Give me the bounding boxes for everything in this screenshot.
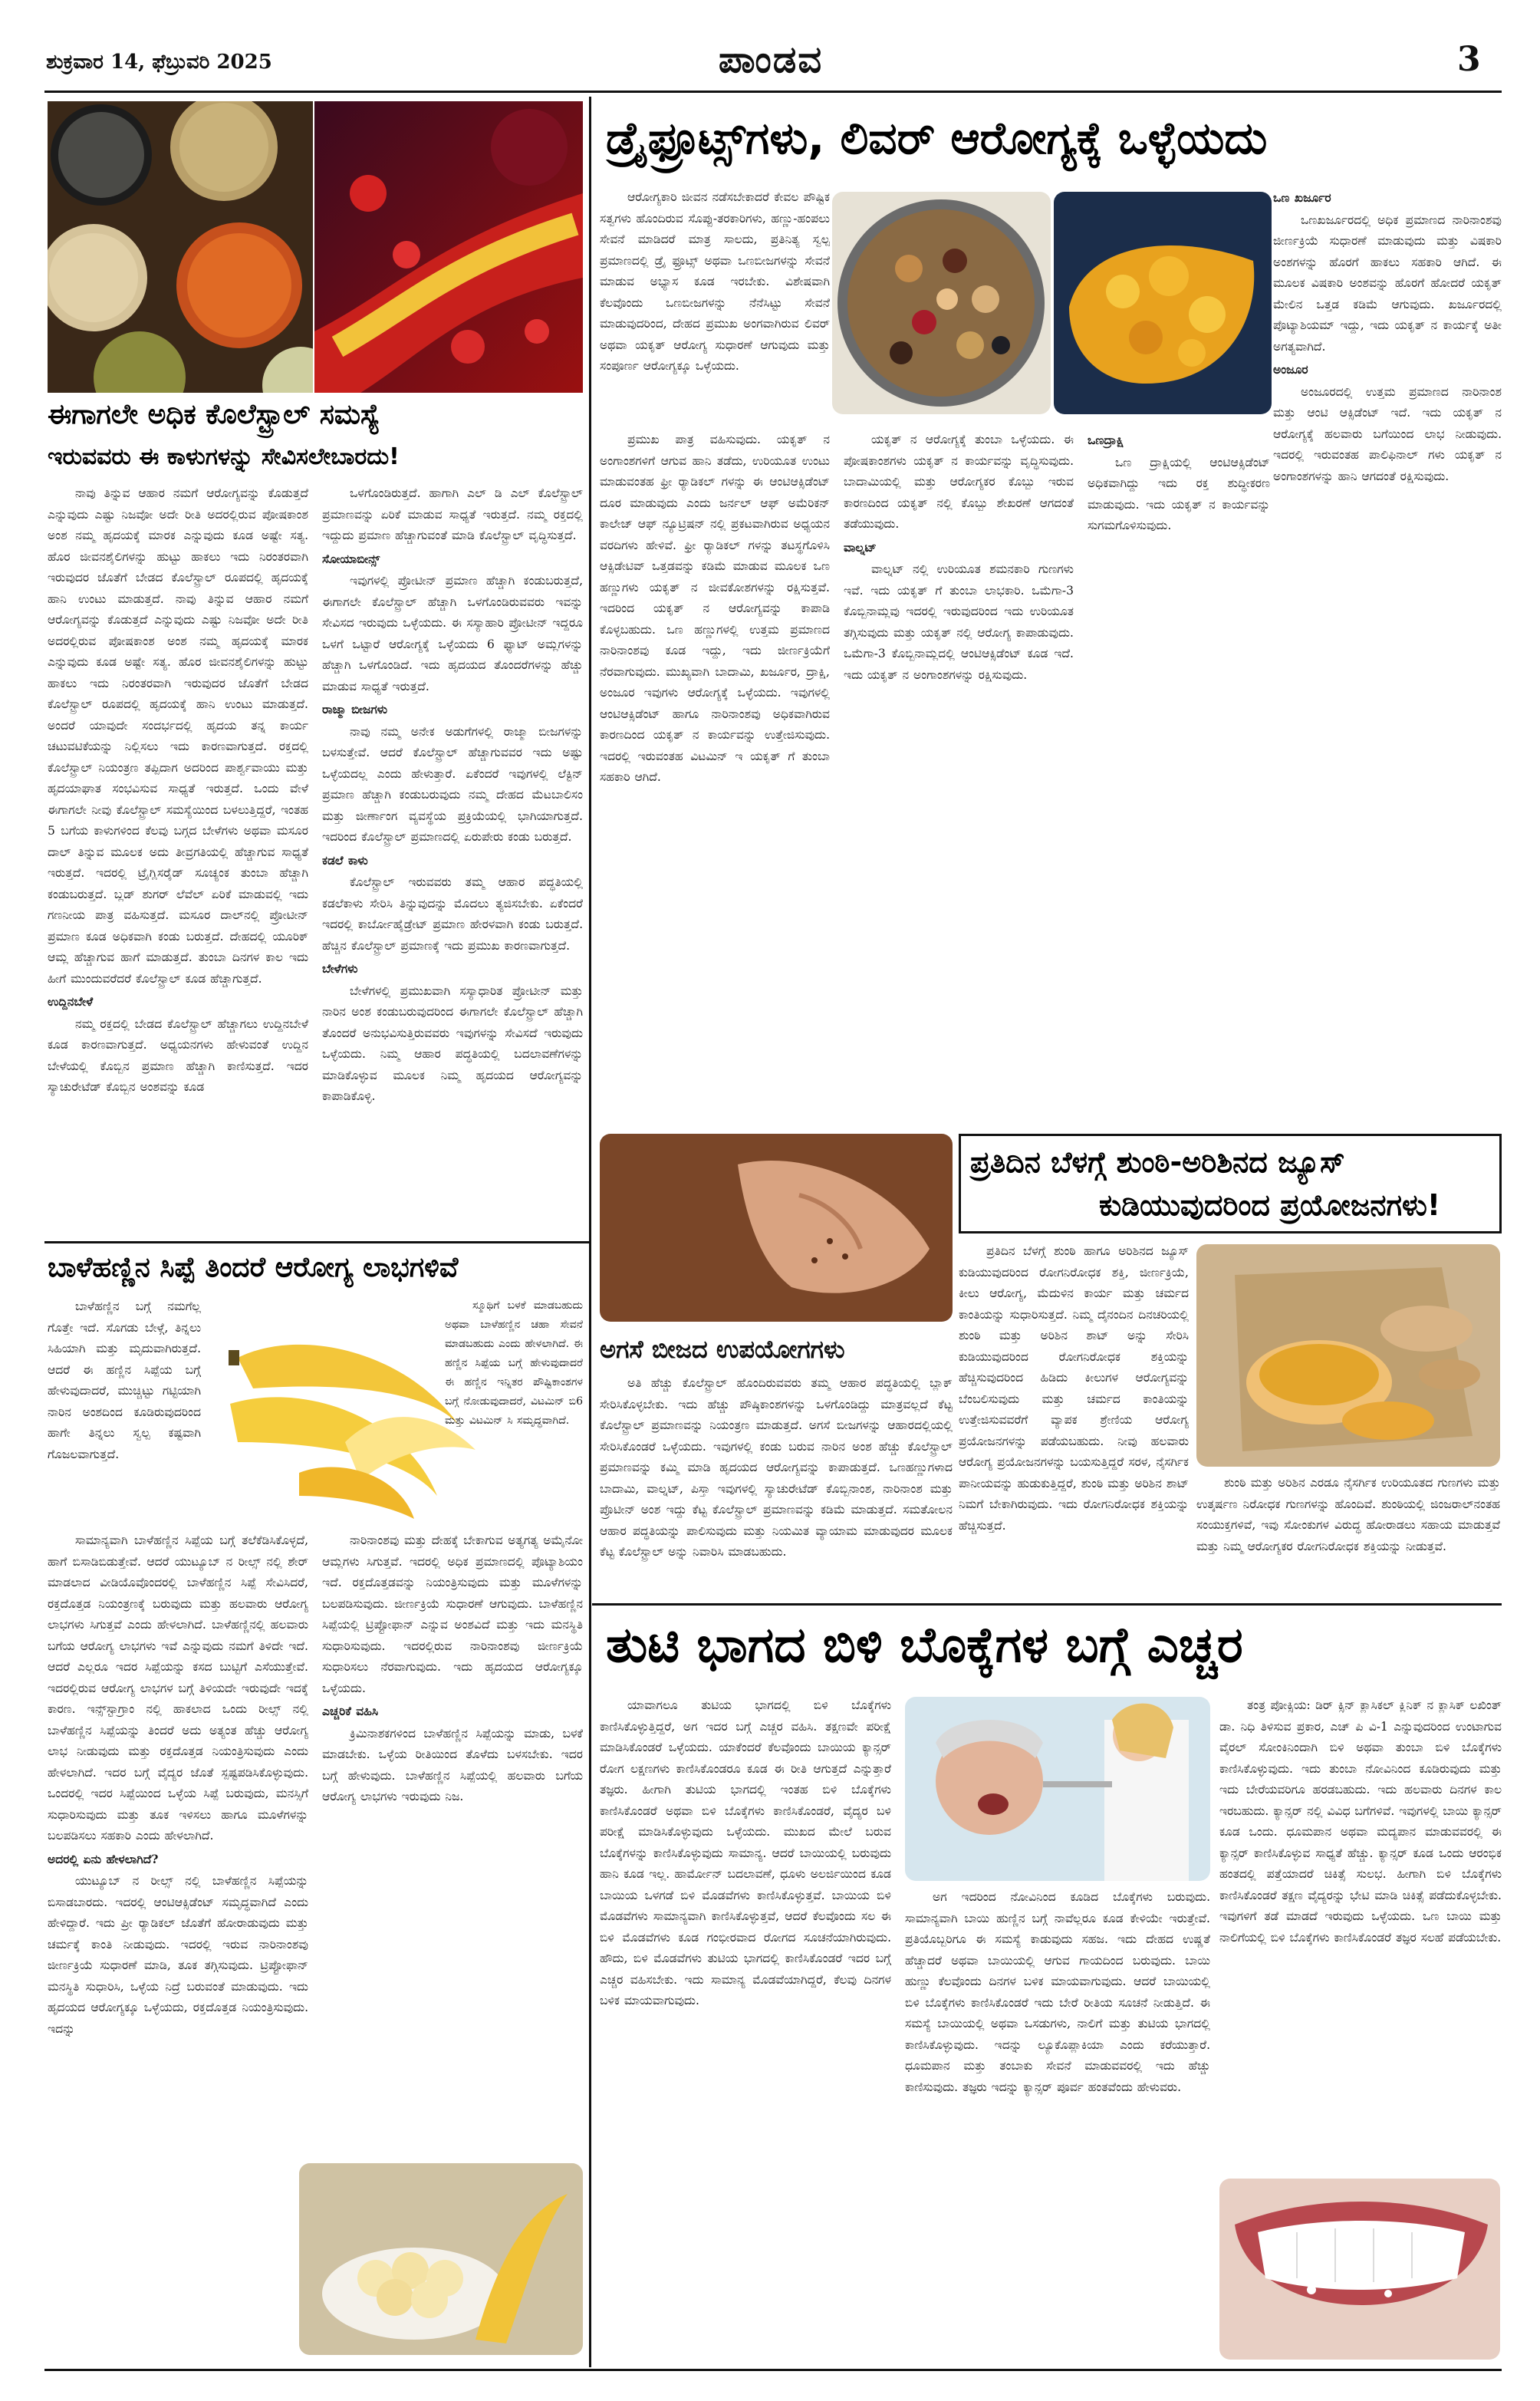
dryfruits-sub-fig: ಅಂಜೂರ: [1273, 362, 1308, 377]
masthead-rule: [44, 91, 1502, 93]
banana-text-2-top: ಸ್ಮೂಥಿಗೆ ಬಳಕೆ ಮಾಡಬಹುದು ಅಥವಾ ಬಾಳೆಹಣ್ಣಿನ ಚಹಾ ಸೇವನೆ ಮಾಡಬಹುದು ಎಂದು ಹೇಳಲಾಗಿದೆ. ಈ ಹಣ್ಣಿನ ಸಿಪ್ಪೆಯ ಬಗ್ಗೆ ಹೇಳುವುದಾದರೆ ಈ ಹಣ್ಣಿನ ಇನ್ನಿತರ ಪೌಷ್ಟಿಕಾಂಶಗಳ ಬಗ್ಗೆ ನೋಡುವುದಾದರೆ, ವಿಟಮಿನ್ ಬಿ6 ಮತ್ತು ವಿಟಮಿನ್ ಸಿ ಸಮೃದ್ಧವಾಗಿದೆ.: [445, 1299, 583, 1427]
dryfruits-text-2-top: ಯಕೃತ್ ನ ಆರೋಗ್ಯಕ್ಕೆ ತುಂಬಾ ಒಳ್ಳೆಯದು. ಈ ಪೋಷಕಾಂಶಗಳು ಯಕೃತ್ ನ ಕಾರ್ಯವನ್ನು ವೃದ್ಧಿಸುವುದು. ಬಾದಾಮಿಯಲ್ಲಿ ಮತ್ತು ಆರೋಗ್ಯಕರ ಕೊಬ್ಬು ಇರುವ ಕಾರಣದಿಂದ ಯಕೃತ್ ನಲ್ಲಿ ಕೊಬ್ಬು ಶೇಖರಣೆ ಆಗದಂತೆ ತಡೆಯುವುದು.: [844, 433, 1074, 531]
banana-text-1: ಸಾಮಾನ್ಯವಾಗಿ ಬಾಳೆಹಣ್ಣಿನ ಸಿಪ್ಪೆಯ ಬಗ್ಗೆ ತಲೆಕೆಡಿಸಿಕೊಳ್ಳದೆ, ಹಾಗೆ ಬಿಸಾಡಿಬಿಡುತ್ತೇವೆ. ಆದರೆ ಯುಟ್ಯೂಬ್ ನ ರೀಲ್ಸ್ ನಲ್ಲಿ ಶೇರ್ ಮಾಡಲಾದ ವೀಡಿಯೊವೊಂದರಲ್ಲಿ ಬಾಳೆಹಣ್ಣಿನ ಸಿಪ್ಪೆ ಸೇವಿಸಿದರೆ, ರಕ್ತದೊತ್ತಡ ನಿಯಂತ್ರಣಕ್ಕೆ ಬರುವುದು ಮತ್ತು ಹಲವಾರು ಆರೋಗ್ಯ ಲಾಭಗಳು ಸಿಗುತ್ತವೆ ಎಂದು ಹೇಳಲಾಗಿದೆ. ಬಾಳೆಹಣ್ಣಿನಲ್ಲಿ ಹಲವಾರು ಬಗೆಯ ಆರೋಗ್ಯ ಲಾಭಗಳು ಇವೆ ಎನ್ನುವುದು ನಮಗೆ ತಿಳಿದೇ ಇದೆ. ಆದರೆ ಎಲ್ಲರೂ ಇದರ ಸಿಪ್ಪೆಯನ್ನು ಕಸದ ಬುಟ್ಟಿಗೆ ಎಸೆಯುತ್ತೇವೆ. ಇದರಲ್ಲಿರುವ ಆರೋಗ್ಯ ಲಾಭಗಳ ಬಗ್ಗೆ ತಿಳಿಯದೇ ಇರುವುದೇ ಇದಕ್ಕೆ ಕಾರಣ. ಇನ್ಸ್‌ಸ್ಟಾಗ್ರಾಂ ನಲ್ಲಿ ಹಾಕಲಾದ ಒಂದು ರೀಲ್ಸ್ ನಲ್ಲಿ ಬಾಳೆಹಣ್ಣಿನ ಸಿಪ್ಪೆಯನ್ನು ತಿಂದರೆ ಅದು ಅತ್ಯಂತ ಹೆಚ್ಚು ಆರೋಗ್ಯ ಲಾಭ ನೀಡುವುದು ಮತ್ತು ರಕ್ತದೊತ್ತಡ ನಿಯಂತ್ರಿಸುವುದು ಎಂದು ಹೇಳಲಾಗಿದೆ. ಇದರ ಬಗ್ಗೆ ವೈದ್ಯರ ಜೊತೆ ಸ್ಪಷ್ಟಪಡಿಸಿಕೊಳ್ಳುವುದು. ಒಂದರಲ್ಲಿ ಇದರ ಸಿಪ್ಪೆಯಿಂದ ಒಳ್ಳೆಯ ಸಿಪ್ಪೆ ಬರುವುದು, ಮನಸ್ಸಿಗೆ ಸುಧಾರಿಸುವುದು ಮತ್ತು ತೂಕ ಇಳಿಸಲು ಹಾಗೂ ಮೂಳೆಗಳನ್ನು ಬಲಪಡಿಸಲು ಸಹಕಾರಿ ಎಂದು ಹೇಳಲಾಗಿದೆ.: [48, 1533, 308, 1843]
dryfruits-text-2b: ಒಣಖರ್ಜೂರದಲ್ಲಿ ಅಧಿಕ ಪ್ರಮಾಣದ ನಾರಿನಾಂಶವು ಜೀರ್ಣಕ್ರಿಯೆ ಸುಧಾರಣೆ ಮಾಡುವುದು ಮತ್ತು ವಿಷಕಾರಿ ಅಂಶಗಳನ್ನು ಹೊರಗೆ ಹಾಕಲು ಸಹಕಾರಿ ಆಗಿದೆ. ಈ ಮೂಲಕ ವಿಷಕಾರಿ ಅಂಶವನ್ನು ಹೊರಗೆ ಹೋದರೆ ಯಕೃತ್ ಮೇಲಿನ ಒತ್ತಡ ಕಡಿಮೆ ಆಗುವುದು. ಖರ್ಜೂರದಲ್ಲಿ ಪೊಟ್ಯಾಶಿಯಮ್ ಇದ್ದು, ಇದು ಯಕೃತ್ ನ ಕಾರ್ಯಕ್ಕೆ ಅತೀ ಅಗತ್ಯವಾಗಿದೆ.: [1273, 212, 1502, 354]
dryfruits-text-top: ಆರೋಗ್ಯಕಾರಿ ಜೀವನ ನಡೆಸಬೇಕಾದರೆ ಕೇವಲ ಪೌಷ್ಟಿಕ ಸತ್ವಗಳು ಹೊಂದಿರುವ ಸೊಪ್ಪು-ತರಕಾರಿಗಳು, ಹಣ್ಣು-ಹಂಪಲು ಸೇವನೆ ಮಾಡಿದರೆ ಮಾತ್ರ ಸಾಲದು, ಪ್ರತಿನಿತ್ಯ ಸ್ವಲ್ಪ ಪ್ರಮಾಣದಲ್ಲಿ ಡ್ರೈ ಫ್ರೂಟ್ಸ್ ಅಥವಾ ಒಣಬೀಜಗಳನ್ನು ಸೇವನೆ ಮಾಡುವ ಅಭ್ಯಾಸ ಕೂಡ ಇರಬೇಕು. ವಿಶೇಷವಾಗಿ ಕೆಲವೊಂದು ಒಣಬೀಜಗಳನ್ನು ನೆನೆಸಿಟ್ಟು ಸೇವನೆ ಮಾಡುವುದರಿಂದ, ದೇಹದ ಪ್ರಮುಖ ಅಂಗವಾಗಿರುವ ಲಿವರ್ ಅಥವಾ ಯಕೃತ್ ಆರೋಗ್ಯ ಸುಧಾರಣೆ ಆಗುವುದು ಮತ್ತು ಸಂಪೂರ್ಣ ಆರೋಗ್ಯಕ್ಕೂ ಒಳ್ಳೆಯದು.: [600, 190, 830, 373]
teeth-image: [1219, 2179, 1500, 2360]
flaxseed-caption: ಅಗಸೆ ಬೀಜದ ಉಪಯೋಗಗಳು: [600, 1335, 845, 1364]
mouth-text-1: ಯಾವಾಗಲೂ ತುಟಿಯ ಭಾಗದಲ್ಲಿ ಬಿಳಿ ಬೊಕ್ಕೆಗಳು ಕಾಣಿಸಿಕೊಳ್ಳುತ್ತಿದ್ದರೆ, ಅಗ ಇದರ ಬಗ್ಗೆ ಎಚ್ಚರ ವಹಿಸಿ. ತಕ್ಷಣವೇ ಪರೀಕ್ಷೆ ಮಾಡಿಸಿಕೊಂಡರೆ ಒಳ್ಳೆಯದು. ಯಾಕೆಂದರೆ ಕೆಲವೊಂದು ಬಾಯಿಯ ಕ್ಯಾನ್ಸರ್ ರೋಗ ಲಕ್ಷಣಗಳು ಕಾಣಿಸಿಕೊಂಡರೂ ಕೂಡ ಈ ರೀತಿ ಆಗುತ್ತದೆ ಎನ್ನುತ್ತಾರೆ ತಜ್ಞರು. ಹೀಗಾಗಿ ತುಟಿಯ ಭಾಗದಲ್ಲಿ ಇಂತಹ ಬಿಳಿ ಬೊಕ್ಕೆಗಳು ಕಾಣಿಸಿಕೊಂಡರೆ ಅಥವಾ ಬಿಳಿ ಬೊಕ್ಕೆಗಳು ಕಾಣಿಸಿಕೊಂಡರೆ, ವೈದ್ಯರ ಬಳಿ ಪರೀಕ್ಷೆ ಮಾಡಿಸಿಕೊಳ್ಳುವುದು ಒಳ್ಳೆಯದು. ಮುಖದ ಮೇಲೆ ಬರುವ ಬೊಕ್ಕೆಗಳನ್ನು ಕಾಣಿಸಿಕೊಳ್ಳುವುದು ಸಾಮಾನ್ಯ. ಆದರೆ ಬಾಯಿಯಲ್ಲಿ ಬರುವುದು ಹಾನಿ ಕೂಡ ಇಲ್ಲ. ಹಾರ್ಮೋನ್ ಬದಲಾವಣೆ, ಧೂಳು ಅಲರ್ಜಿಯಿಂದ ಕೂಡ ಬಾಯಿಯ ಒಳಗಡೆ ಬಿಳಿ ಮೊಡವೆಗಳು ಕಾಣಿಸಿಕೊಳ್ಳುತ್ತವೆ. ಬಾಯಿಯ ಬಿಳಿ ಮೊಡವೆಗಳು ಸಾಮಾನ್ಯವಾಗಿ ಕಾಣಿಸಿಕೊಳ್ಳುತ್ತವೆ, ಆದರೆ ಕೆಲವೊಂದು ಸಲ ಈ ಬಿಳಿ ಮೊಡವೆಗಳು ಕೂಡ ಗಂಭೀರವಾದ ರೋಗದ ಸೂಚನೆಯಾಗಿರುವುದು. ಹೌದು, ಬಿಳಿ ಮೊಡವೆಗಳು ತುಟಿಯ ಭಾಗದಲ್ಲಿ ಕಾಣಿಸಿಕೊಂಡರೆ ಇದರ ಬಗ್ಗೆ ಎಚ್ಚರ ವಹಿಸಬೇಕು. ಇದು ಸಾಮಾನ್ಯ ಮೊಡವೆಯಾಗಿದ್ದರೆ, ಕೆಲವು ದಿನಗಳ ಬಳಿಕ ಮಾಯವಾಗುವುದು.: [600, 1698, 891, 2007]
cholesterol-headline-2: ಇರುವವರು ಈ ಕಾಳುಗಳನ್ನು ಸೇವಿಸಲೇಬಾರದು!: [48, 443, 400, 470]
banana-bowl-image: [299, 2163, 583, 2355]
page-number: 3: [1457, 40, 1481, 79]
banana-text-1-end: ಯುಟ್ಯೂಬ್ ನ ರೀಲ್ಸ್ ನಲ್ಲಿ ಬಾಳೆಹಣ್ಣಿನ ಸಿಪ್ಪೆಯನ್ನು ಬಿಸಾಡಬಾರದು. ಇದರಲ್ಲಿ ಆಂಟಿಆಕ್ಸಿಡೆಂಟ್ ಸಮೃದ್ಧವಾಗಿದೆ ಎಂದು ಹೇಳಿದ್ದಾರೆ. ಇದು ಪ್ರೀ ರ್‍ಯಾಡಿಕಲ್ ಜೊತೆಗೆ ಹೋರಾಡುವುದು ಮತ್ತು ಚರ್ಮಕ್ಕೆ ಕಾಂತಿ ನೀಡುವುದು. ಇದರಲ್ಲಿ ಇರುವ ನಾರಿನಾಂಶವು ಜೀರ್ಣಕ್ರಿಯೆ ಸುಧಾರಣೆ ಮಾಡಿ, ತೂಕ ತಗ್ಗಿಸುವುದು. ಟ್ರಿಪ್ಟೋಫಾನ್ ಮನಸ್ಥಿತಿ ಸುಧಾರಿಸಿ, ಒಳ್ಳೆಯ ನಿದ್ರೆ ಬರುವಂತೆ ಮಾಡುವುದು. ಇದು ಹೃದಯದ ಆರೋಗ್ಯಕ್ಕೂ ಒಳ್ಳೆಯದು, ರಕ್ತದೊತ್ತಡ ನಿಯಂತ್ರಿಸುವುದು. ಇದನ್ನು: [48, 1874, 308, 2036]
flaxseed-text: ಅತಿ ಹೆಚ್ಚು ಕೊಲೆಸ್ಟ್ರಾಲ್ ಹೊಂದಿರುವವರು ತಮ್ಮ ಆಹಾರ ಪದ್ಧತಿಯಲ್ಲಿ ಬ್ಲಾಕ್ ಸೇರಿಸಿಕೊಳ್ಳಬೇಕು. ಇದು ಹೆಚ್ಚು ಪೌಷ್ಠಿಕಾಂಶಗಳನ್ನು ಒಳಗೊಂಡಿದ್ದು ಮಾತ್ರವಲ್ಲದೆ ಕೆಟ್ಟ ಕೊಲೆಸ್ಟ್ರಾಲ್ ಪ್ರಮಾಣವನ್ನು ನಿಯಂತ್ರಣ ಮಾಡುತ್ತದೆ. ಅಗಸೆ ಬೀಜಗಳನ್ನು ಆಹಾರದಲ್ಲಿಯಲ್ಲಿ ಸೇರಿಸಿಕೊಂಡರೆ ಒಳ್ಳೆಯದು. ಇವುಗಳಲ್ಲಿ ಕಂಡು ಬರುವ ನಾರಿನ ಅಂಶ ಹೆಚ್ಚು ಕೊಲೆಸ್ಟ್ರಾಲ್ ಪ್ರಮಾಣವನ್ನು ಕಮ್ಮಿ ಮಾಡಿ ಹೃದಯದ ಆರೋಗ್ಯವನ್ನು ಕಾಪಾಡುತ್ತದೆ. ಒಣಹಣ್ಣುಗಳಾದ ಬಾದಾಮಿ, ವಾಲ್ನಟ್, ಪಿಸ್ತಾ ಇವುಗಳಲ್ಲಿ ಸ್ಯಾಚುರೇಟೆಡ್ ಕೊಬ್ಬಿನಾಂಶ, ನಾರಿನಾಂಶ ಮತ್ತು ಪ್ರೊಟೀನ್ ಅಂಶ ಇದ್ದು ಕೆಟ್ಟ ಕೊಲೆಸ್ಟ್ರಾಲ್ ಪ್ರಮಾಣವನ್ನು ಕಡಿಮೆ ಮಾಡುತ್ತದೆ. ಸಮತೋಲನ ಆಹಾರ ಪದ್ಧತಿಯನ್ನು ಪಾಲಿಸುವುದು ಮತ್ತು ನಿಯಮಿತ ವ್ಯಾಯಾಮ ಮಾಡುವುದರ ಮೂಲಕ ಕೆಟ್ಟ ಕೊಲೆಸ್ಟ್ರಾಲ್ ಅನ್ನು ನಿವಾರಿಸಿ ಮಾಡಬಹುದು.: [600, 1376, 953, 1559]
dryfruits-col-mid: [844, 430, 1074, 1135]
divider-right-mid: [592, 1603, 1502, 1606]
cholesterol-text-2: ಒಳಗೊಂಡಿರುತ್ತದೆ. ಹಾಗಾಗಿ ಎಲ್ ಡಿ ಎಲ್ ಕೊಲೆಸ್ಟ್ರಾಲ್ ಪ್ರಮಾಣವನ್ನು ಏರಿಕೆ ಮಾಡುವ ಸಾಧ್ಯತೆ ಇರುತ್ತದೆ. ನಮ್ಮ ರಕ್ತದಲ್ಲಿ ಇದ್ದುದು ಪ್ರಮಾಣ ಹೆಚ್ಚಾಗುವಂತೆ ಮಾಡಿ ಕೊಲೆಸ್ಟ್ರಾಲ್ ವೃದ್ಧಿಸುತ್ತದೆ.: [322, 486, 583, 542]
banana-col-2-top: [445, 1296, 583, 1527]
mouth-text-2: ಅಗ ಇದರಿಂದ ನೋವಿನಿಂದ ಕೂಡಿದ ಬೊಕ್ಕೆಗಳು ಬರುವುದು. ಸಾಮಾನ್ಯವಾಗಿ ಬಾಯಿ ಹುಣ್ಣಿನ ಬಗ್ಗೆ ನಾವೆಲ್ಲರೂ ಕೂಡ ಕೇಳಿಯೇ ಇರುತ್ತೇವೆ. ಪ್ರತಿಯೊಬ್ಬರಿಗೂ ಈ ಸಮಸ್ಯೆ ಕಾಡುವುದು ಸಹಜ. ಇದು ದೇಹದ ಉಷ್ಣತೆ ಹೆಚ್ಚಾದರೆ ಅಥವಾ ಬಾಯಿಯಲ್ಲಿ ಆಗುವ ಗಾಯದಿಂದ ಬರುವುದು. ಬಾಯಿ ಹುಣ್ಣು ಕೆಲವೊಂದು ದಿನಗಳ ಬಳಿಕ ಮಾಯವಾಗುವುದು. ಆದರೆ ಬಾಯಿಯಲ್ಲಿ ಬಿಳಿ ಬೊಕ್ಕೆಗಳು ಕಾಣಿಸಿಕೊಂಡರೆ ಇದು ಬೇರೆ ರೀತಿಯ ಸೂಚನೆ ನೀಡುತ್ತಿದೆ. ಈ ಸಮಸ್ಯೆ ಬಾಯಿಯಲ್ಲಿ ಅಥವಾ ಒಸಡುಗಳು, ನಾಲಿಗೆ ಮತ್ತು ತುಟಿಯ ಭಾಗದಲ್ಲಿ ಕಾಣಿಸಿಕೊಳ್ಳುವುದು. ಇದನ್ನು ಲ್ಯೂಕೊಪ್ಲಾಕಿಯಾ ಎಂದು ಕರೆಯುತ್ತಾರೆ. ಧೂಮಪಾನ ಮತ್ತು ತಂಬಾಕು ಸೇವನೆ ಮಾಡುವವರಲ್ಲಿ ಇದು ಹೆಚ್ಚು ಕಾಣಿಸುವುದು. ತಜ್ಞರು ಇದನ್ನು ಕ್ಯಾನ್ಸರ್ ಪೂರ್ವ ಹಂತವೆಂದು ಹೇಳುವರು.: [905, 1890, 1210, 2094]
cholesterol-text-2d: ಕೊಲೆಸ್ಟ್ರಾಲ್ ಇರುವವರು ತಮ್ಮ ಆಹಾರ ಪದ್ಧತಿಯಲ್ಲಿ ಕಡಲೆಕಾಳು ಸೇರಿಸಿ ತಿನ್ನುವುದನ್ನು ಮೊದಲು ತ್ಯಜಿಸಬೇಕು. ಏಕೆಂದರೆ ಇದರಲ್ಲಿ ಕಾರ್ಬೋಹೈಡ್ರೇಟ್ ಪ್ರಮಾಣ ಹೇರಳವಾಗಿ ಕಂಡು ಬರುತ್ತದೆ. ಹೆಚ್ಚಿನ ಕೊಲೆಸ್ಟ್ರಾಲ್ ಪ್ರಮಾಣಕ್ಕೆ ಇದು ಪ್ರಮುಖ ಕಾರಣವಾಗುತ್ತದೆ.: [322, 875, 583, 953]
cholesterol-sub-urad: ಉದ್ದಿನಬೇಳೆ: [48, 994, 94, 1009]
flaxseed-col: [600, 1373, 953, 1596]
mouth-headline: ತುಟಿ ಭಾಗದ ಬಿಳಿ ಬೊಕ್ಕೆಗಳ ಬಗ್ಗೆ ಎಚ್ಚರ: [606, 1617, 1243, 1674]
ginger-col-1: [959, 1241, 1189, 1594]
banana-sub-caution: ಎಚ್ಚರಿಕೆ ವಹಿಸಿ: [322, 1704, 379, 1718]
dryfruits-sub-raisin: ಒಣದ್ರಾಕ್ಷಿ: [1088, 433, 1124, 447]
dryfruits-text-2d: ಒಣ ದ್ರಾಕ್ಷಿಯಲ್ಲಿ ಆಂಟಿಆಕ್ಸಿಡೆಂಟ್ ಅಧಿಕವಾಗಿದ್ದು ಇದು ರಕ್ತ ಶುದ್ಧೀಕರಣ ಮಾಡುವುದು. ಇದು ಯಕೃತ್ ನ ಕಾರ್ಯವನ್ನು ಸುಗಮಗೊಳಿಸುವುದು.: [1088, 455, 1270, 532]
ginger-text-2: ಶುಂಠಿ ಮತ್ತು ಅರಿಶಿನ ಎರಡೂ ನೈಸರ್ಗಿಕ ಉರಿಯೂತದ ಗುಣಗಳು ಮತ್ತು ಉತ್ಕರ್ಷಣ ನಿರೋಧಕ ಗುಣಗಳನ್ನು ಹೊಂದಿವೆ. ಶುಂಠಿಯಲ್ಲಿ ಜಿಂಜರಾಲ್‌ನಂತಹ ಸಂಯುಕ್ತಗಳಿವೆ, ಇವು ಸೋಂಕುಗಳ ವಿರುದ್ಧ ಹೋರಾಡಲು ಸಹಾಯ ಮಾಡುತ್ತವೆ ಮತ್ತು ನಿಮ್ಮ ಆರೋಗ್ಯಕರ ರೋಗನಿರೋಧಕ ಶಕ್ತಿಯನ್ನು ನೀಡುತ್ತವೆ.: [1196, 1476, 1500, 1553]
cholesterol-text-1: ನಾವು ತಿನ್ನುವ ಆಹಾರ ನಮಗೆ ಆರೋಗ್ಯವನ್ನು ಕೊಡುತ್ತದೆ ಎನ್ನುವುದು ಎಷ್ಟು ನಿಜವೋ ಅದೇ ರೀತಿ ಅದರಲ್ಲಿರುವ ಪೋಷಕಾಂಶ ಅಂಶ ನಮ್ಮ ಹೃದಯಕ್ಕೆ ಮಾರಕ ಎನ್ನುವುದು ಕೂಡ ಅಷ್ಟೇ ಸತ್ಯ. ಹೊರ ಜೀವನಶೈಲಿಗಳನ್ನು ಹುಟ್ಟು ಹಾಕಲು ಇದು ನಿರಂತರವಾಗಿ ಇರುವುದರ ಜೊತೆಗೆ ಬೇಡದ ಕೊಲೆಸ್ಟ್ರಾಲ್ ರೂಪದಲ್ಲಿ ಹೃದಯಕ್ಕೆ ಹಾನಿ ಉಂಟು ಮಾಡುತ್ತದೆ. ನಾವು ತಿನ್ನುವ ಆಹಾರ ನಮಗೆ ಆರೋಗ್ಯವನ್ನು ಕೊಡುತ್ತದೆ ಎನ್ನುವುದು ಎಷ್ಟು ನಿಜವೋ ಅದೇ ರೀತಿ ಅದರಲ್ಲಿರುವ ಪೋಷಕಾಂಶ ಅಂಶ ನಮ್ಮ ಹೃದಯಕ್ಕೆ ಮಾರಕ ಎನ್ನುವುದು ಕೂಡ ಅಷ್ಟೇ ಸತ್ಯ. ಹೊರ ಜೀವನಶೈಲಿಗಳನ್ನು ಹುಟ್ಟು ಹಾಕಲು ಇದು ನಿರಂತರವಾಗಿ ಇರುವುದರ ಜೊತೆಗೆ ಬೇಡದ ಕೊಲೆಸ್ಟ್ರಾಲ್ ರೂಪದಲ್ಲಿ ಹೃದಯಕ್ಕೆ ಹಾನಿ ಉಂಟು ಮಾಡುತ್ತದೆ. ಅಂದರೆ ಯಾವುದೇ ಸಂದರ್ಭದಲ್ಲಿ ಹೃದಯ ತನ್ನ ಕಾರ್ಯ ಚಟುವಟಿಕೆಯನ್ನು ನಿಲ್ಲಿಸಲು ಇದು ಕಾರಣವಾಗುತ್ತದೆ. ರಕ್ತದಲ್ಲಿ ಕೊಲೆಸ್ಟ್ರಾಲ್ ನಿಯಂತ್ರಣ ತಪ್ಪಿದಾಗ ಅದರಿಂದ ಪಾರ್ಶ್ವವಾಯು ಮತ್ತು ಹೃದಯಾಘಾತ ಸಂಭವಿಸುವ ಸಾಧ್ಯತೆ ಇರುತ್ತದೆ. ಒಂದು ವೇಳೆ ಈಗಾಗಲೇ ನೀವು ಕೊಲೆಸ್ಟ್ರಾಲ್ ಸಮಸ್ಯೆಯಿಂದ ಬಳಲುತ್ತಿದ್ದರೆ, ಇಂತಹ 5 ಬಗೆಯ ಕಾಳುಗಳಿಂದ ಕೆಲವು ಬಗ್ಗದ ಬೇಳೆಗಳು ಅಥವಾ ಮಸೂರ ದಾಲ್ ತಿನ್ನುವ ಮೂಲಕ ಅದು ತೀವ್ರಗತಿಯಲ್ಲಿ ಹೆಚ್ಚಾಗುವ ಸಾಧ್ಯತೆ ಇರುತ್ತದೆ. ಇದರಲ್ಲಿ ಟ್ರೈಗ್ಲಿಸರೈಡ್ ಸೂಚ್ಯಂಕ ತುಂಬಾ ಹೆಚ್ಚಾಗಿ ಕಂಡುಬರುತ್ತದೆ. ಬ್ಲಡ್ ಶುಗರ್ ಲೆವೆಲ್ ಏರಿಕೆ ಮಾಡುವಲ್ಲಿ ಇದು ಗಣನೀಯ ಪಾತ್ರ ವಹಿಸುತ್ತದೆ. ಮಸೂರ ದಾಲ್‌ನಲ್ಲಿ ಪ್ರೋಟೀನ್ ಪ್ರಮಾಣ ಕೂಡ ಅಧಿಕವಾಗಿ ಕಂಡು ಬರುತ್ತದೆ. ದೇಹದಲ್ಲಿ ಯೂರಿಕ್ ಆಮ್ಲ ಹೆಚ್ಚಾಗುವ ಹಾಗೆ ಮಾಡುತ್ತದೆ. ತುಂಬಾ ದಿನಗಳ ಕಾಲ ಇದು ಹೀಗೆ ಮುಂದುವರೆದರೆ ಕೊಲೆಸ್ಟ್ರಾಲ್ ಕೂಡ ಹೆಚ್ಚಾಗುತ್ತದೆ.: [48, 486, 308, 986]
masthead-date: ಶುಕ್ರವಾರ 14, ಫೆಬ್ರುವರಿ 2025: [46, 51, 272, 74]
cholesterol-sub-soy: ಸೋಯಾಬೀನ್ಸ್: [322, 551, 380, 566]
mouth-col-3: [1219, 1695, 1502, 2171]
mouth-col-1: [600, 1695, 891, 2363]
dryfruits-text-2: ವಾಲ್ನಟ್ ನಲ್ಲಿ ಉರಿಯೂತ ಶಮನಕಾರಿ ಗುಣಗಳು ಇವೆ. ಇದು ಯಕೃತ್ ಗೆ ತುಂಬಾ ಲಾಭಕಾರಿ. ಒಮೆಗಾ-3 ಕೊಬ್ಬಿನಾಮ್ಲವು ಇದರಲ್ಲಿ ಇರುವುದರಿಂದ ಇದು ಉರಿಯೂತ ತಗ್ಗಿಸುವುದು ಮತ್ತು ಯಕೃತ್ ನಲ್ಲಿ ಆರೋಗ್ಯ ಕಾಪಾಡುವುದು. ಒಮೆಗಾ-3 ಕೊಬ್ಬಿನಾಮ್ಲದಲ್ಲಿ ಆಂಟಿಆಕ್ಸಿಡೆಂಟ್ ಕೂಡ ಇದೆ. ಇದು ಯಕೃತ್ ನ ಅಂಗಾಂಶಗಳನ್ನು ರಕ್ಷಿಸುವುದು.: [844, 562, 1074, 682]
ginger-headline-1: ಪ್ರತಿದಿನ ಬೆಳಗ್ಗೆ ಶುಂಠಿ-ಅರಿಶಿನದ ಜ್ಯೂಸ್: [970, 1145, 1345, 1179]
banana-col-2: [322, 1530, 583, 2159]
page-bottom-rule: [44, 2369, 1502, 2371]
dryfruits-sub-walnut: ವಾಲ್ನಟ್: [844, 539, 877, 555]
dentist-image: [905, 1697, 1210, 1881]
dryfruits-col-4: [1088, 430, 1270, 1135]
cholesterol-text-2e: ಬೇಳೆಗಳಲ್ಲಿ ಪ್ರಮುಖವಾಗಿ ಸಸ್ಯಾಧಾರಿತ ಪ್ರೋಟೀನ್ ಮತ್ತು ನಾರಿನ ಅಂಶ ಕಂಡುಬರುವುದರಿಂದ ಈಗಾಗಲೇ ಕೊಲೆಸ್ಟ್ರಾಲ್ ಹೆಚ್ಚಾಗಿ ತೊಂದರೆ ಅನುಭವಿಸುತ್ತಿರುವವರು ಇವುಗಳನ್ನು ಸೇವಿಸದೆ ಇರುವುದು ಒಳ್ಳೆಯದು. ನಿಮ್ಮ ಆಹಾರ ಪದ್ಧತಿಯಲ್ಲಿ ಬದಲಾವಣೆಗಳನ್ನು ಮಾಡಿಕೊಳ್ಳುವ ಮೂಲಕ ನಿಮ್ಮ ಹೃದಯದ ಆರೋಗ್ಯವನ್ನು ಕಾಪಾಡಿಕೊಳ್ಳಿ.: [322, 983, 583, 1103]
cholesterol-text-2c: ನಾವು ನಮ್ಮ ಅನೇಕ ಅಡುಗೆಗಳಲ್ಲಿ ರಾಜ್ಮಾ ಬೀಜಗಳನ್ನು ಬಳಸುತ್ತೇವೆ. ಆದರೆ ಕೊಲೆಸ್ಟ್ರಾಲ್ ಹೆಚ್ಚಾಗುವವರ ಇದು ಅಷ್ಟು ಒಳ್ಳೆಯದಲ್ಲ ಎಂದು ಹೇಳುತ್ತಾರೆ. ಏಕೆಂದರೆ ಇವುಗಳಲ್ಲಿ ಲೆಕ್ಟಿನ್ ಪ್ರಮಾಣ ಹೆಚ್ಚಾಗಿ ಕಂಡುಬರುವುದು ನಮ್ಮ ದೇಹದ ಮೆಟಬಾಲಿಸಂ ಮತ್ತು ಜೀರ್ಣಾಂಗ ವ್ಯವಸ್ಥೆಯ ಪ್ರಕ್ರಿಯೆಯಲ್ಲಿ ಭಾಗಿಯಾಗುತ್ತದೆ. ಇದರಿಂದ ಕೊಲೆಸ್ಟ್ರಾಲ್ ಪ್ರಮಾಣದಲ್ಲಿ ಏರುಪೇರು ಕಂಡು ಬರುತ್ತದೆ.: [322, 724, 583, 844]
dryfruits-headline: ಡ್ರೈಫ್ರೂಟ್ಸ್‌ಗಳು, ಲಿವರ್ ಆರೋಗ್ಯಕ್ಕೆ ಒಳ್ಳೆಯದು: [606, 112, 1268, 164]
banana-text-top: ಬಾಳೆಹಣ್ಣಿನ ಬಗ್ಗೆ ನಮಗೆಲ್ಲ ಗೊತ್ತೇ ಇದೆ. ಸೊಗಡು ಬೇಳ್ಗೆ, ತಿನ್ನಲು ಸಿಹಿಯಾಗಿ ಮತ್ತು ಮೃದುವಾಗಿರುತ್ತದೆ. ಆದರೆ ಈ ಹಣ್ಣಿನ ಸಿಪ್ಪೆಯ ಬಗ್ಗೆ ಹೇಳುವುದಾದರೆ, ಮುಚ್ಚಿಟ್ಟು ಗಟ್ಟಿಯಾಗಿ ನಾರಿನ ಅಂಶದಿಂದ ಕೂಡಿರುವುದರಿಂದ ಹಾಗೇ ತಿನ್ನಲು ಸ್ವಲ್ಪ ಕಷ್ಟವಾಗಿ ಗೊಜಲವಾಗುತ್ತದೆ.: [48, 1299, 201, 1461]
mouth-col-2: [905, 1887, 1210, 2363]
mouth-text-3: ತಂತ್ರ ಪೋಕ್ಸಿಯ: ಡಿರ್ ಕ್ಸಿನ್ ಕ್ಲಾಸಿಕಲ್ ಕ್ಲಿನಿಕ್ ನ ಕ್ಲಾಸಿಕ್ ಲಖಿಂತ್ ಡಾ. ನಿಧಿ ತಿಳಿಸುವ ಪ್ರಕಾರ, ಎಚ್ ಪಿ ವಿ-1 ಎನ್ನುವುದರಿಂದ ಉಂಟಾಗುವ ವೈರಲ್ ಸೋಂಕಿನಿಂದಾಗಿ ಬಿಳಿ ಅಥವಾ ತುಂಬಾ ಬಿಳಿ ಬೊಕ್ಕೆಗಳು ಕಾಣಿಸಿಕೊಳ್ಳುವುದು. ಇದು ತುಂಬಾ ನೋವಿನಿಂದ ಕೂಡಿರುವುದು ಮತ್ತು ಇದು ಬೇರೆಯವರಿಗೂ ಹರಡಬಹುದು. ಇದು ಹಲವಾರು ದಿನಗಳ ಕಾಲ ಇರಬಹುದು. ಕ್ಯಾನ್ಸರ್ ನಲ್ಲಿ ವಿವಿಧ ಬಗೆಗಳಿವೆ. ಇವುಗಳಲ್ಲಿ ಬಾಯಿ ಕ್ಯಾನ್ಸರ್ ಕೂಡ ಒಂದು. ಧೂಮಪಾನ ಅಥವಾ ಮದ್ಯಪಾನ ಮಾಡುವವರಲ್ಲಿ ಈ ಕ್ಯಾನ್ಸರ್ ಕಾಣಿಸಿಕೊಳ್ಳುವ ಸಾಧ್ಯತೆ ಹೆಚ್ಚು. ಕ್ಯಾನ್ಸರ್ ಕೂಡ ಒಂದು ಆರಂಭಿಕ ಹಂತದಲ್ಲಿ ಪತ್ತೆಯಾದರೆ ಚಿಕಿತ್ಸೆ ಸುಲಭ. ಹೀಗಾಗಿ ಬಿಳಿ ಬೊಕ್ಕೆಗಳು ಕಾಣಿಸಿಕೊಂಡರೆ ತಕ್ಷಣ ವೈದ್ಯರನ್ನು ಭೇಟಿ ಮಾಡಿ ಚಿಕಿತ್ಸೆ ಪಡೆದುಕೊಳ್ಳಬೇಕು. ಇವುಗಳಿಗೆ ತಡೆ ಮಾಡದೆ ಇರುವುದು ಒಳ್ಳೆಯದು. ಒಣ ಬಾಯಿ ಮತ್ತು ನಾಲಿಗೆಯಲ್ಲಿ ಬಿಳಿ ಬೊಕ್ಕೆಗಳು ಕಾಣಿಸಿಕೊಂಡರೆ ತಜ್ಞರ ಸಲಹೆ ಪಡೆಯಬೇಕು.: [1219, 1698, 1502, 1945]
dryfruits-text-1: ಪ್ರಮುಖ ಪಾತ್ರ ವಹಿಸುವುದು. ಯಕೃತ್ ನ ಅಂಗಾಂಶಗಳಿಗೆ ಆಗುವ ಹಾನಿ ತಡೆದು, ಉರಿಯೂತ ಉಂಟು ಮಾಡುವಂತಹ ಫ್ರೀ ರ್‍ಯಾಡಿಕಲ್ ಗಳನ್ನು ಈ ಆಂಟಿಆಕ್ಸಿಡೆಂಟ್ ದೂರ ಮಾಡುವುದು ಎಂದು ಜರ್ನಲ್ ಆಫ್ ಅಮೆರಿಕನ್ ಕಾಲೇಜ್ ಆಫ್ ನ್ಯೂಟ್ರಿಷನ್ ನಲ್ಲಿ ಪ್ರಕಟವಾಗಿರುವ ಅಧ್ಯಯನ ವರದಿಗಳು ಹೇಳಿವೆ. ಫ್ರೀ ರ್‍ಯಾಡಿಕಲ್ ಗಳನ್ನು ತಟಸ್ಥಗೊಳಿಸಿ ಆಕ್ಸಿಡೇಟಿವ್ ಒತ್ತಡವನ್ನು ಕಡಿಮೆ ಮಾಡುವ ಮೂಲಕ ಒಣ ಹಣ್ಣುಗಳು ಯಕೃತ್ ನ ಜೀವಕೋಶಗಳನ್ನು ರಕ್ಷಿಸುತ್ತವೆ. ಇದರಿಂದ ಯಕೃತ್ ನ ಆರೋಗ್ಯವನ್ನು ಕಾಪಾಡಿ ಕೊಳ್ಳಬಹುದು. ಒಣ ಹಣ್ಣುಗಳಲ್ಲಿ ಉತ್ತಮ ಪ್ರಮಾಣದ ನಾರಿನಾಂಶವು ಕೂಡ ಇದ್ದು, ಇದು ಜೀರ್ಣಕ್ರಿಯೆಗೆ ನೆರವಾಗುವುದು. ಮುಖ್ಯವಾಗಿ ಬಾದಾಮಿ, ಖರ್ಜೂರ, ದ್ರಾಕ್ಷಿ, ಅಂಜೂರ ಇವುಗಳು ಆರೋಗ್ಯಕ್ಕೆ ಒಳ್ಳೆಯದು. ಇವುಗಳಲ್ಲಿ ಆಂಟಿಆಕ್ಸಿಡೆಂಟ್ ಹಾಗೂ ನಾರಿನಾಂಶವು ಅಧಿಕವಾಗಿರುವ ಕಾರಣದಿಂದ ಯಕೃತ್ ನ ಕಾರ್ಯವನ್ನು ಉತ್ತೇಜಿಸುವುದು. ಇದರಲ್ಲಿ ಇರುವಂತಹ ವಿಟಮಿನ್ ಇ ಯಕೃತ್ ಗೆ ತುಂಬಾ ಸಹಕಾರಿ ಆಗಿದೆ.: [600, 433, 830, 784]
cholesterol-text-2b: ಇವುಗಳಲ್ಲಿ ಪ್ರೋಟೀನ್ ಪ್ರಮಾಣ ಹೆಚ್ಚಾಗಿ ಕಂಡುಬರುತ್ತದೆ, ಈಗಾಗಲೇ ಕೊಲೆಸ್ಟ್ರಾಲ್ ಹೆಚ್ಚಾಗಿ ಒಳಗೊಂಡಿರುವವರು ಇವನ್ನು ಸೇವಿಸದ ಇರುವುದು ಒಳ್ಳೆಯದು. ಈ ಸಸ್ಯಾಹಾರಿ ಪ್ರೋಟೀನ್ ಇದ್ದರೂ ಒಳಗೆ ಒಟ್ಟಾರೆ ಆರೋಗ್ಯಕ್ಕೆ ಒಳ್ಳೆಯದು 6 ಫ್ಯಾಟ್ ಅಮ್ಲಗಳನ್ನು ಹೆಚ್ಚಾಗಿ ಒಳಗೊಂಡಿದೆ. ಇದು ಹೃದಯದ ತೊಂದರೆಗಳನ್ನು ಹೆಚ್ಚು ಮಾಡುವ ಸಾಧ್ಯತೆ ಇರುತ್ತದೆ.: [322, 574, 583, 693]
dryfruits-sub-dates: ಒಣ ಖರ್ಜೂರ: [1273, 190, 1331, 205]
dryfruits-col-1-top: [600, 187, 830, 417]
divider-left-mid: [44, 1241, 589, 1243]
banana-col-1: [48, 1530, 308, 2363]
ginger-headline-2: ಕುಡಿಯುವುದರಿಂದ ಪ್ರಯೋಜನಗಳು!: [1099, 1188, 1441, 1222]
flaxseed-image: [600, 1134, 953, 1322]
artery-image: [314, 101, 583, 393]
dryfruits-col-right: [1273, 187, 1502, 1131]
cholesterol-sub-rajma: ರಾಜ್ಮಾ ಬೀಜಗಳು: [322, 702, 388, 716]
ginger-headline-box: [959, 1134, 1502, 1233]
banana-sub-what: ಅದರಲ್ಲಿ ಏನು ಹೇಳಲಾಗಿದೆ?: [48, 1851, 159, 1866]
cholesterol-sub-chana: ಕಡಲೆ ಕಾಳು: [322, 852, 368, 868]
lentils-image: [48, 101, 313, 393]
dryfruits-image: [832, 192, 1051, 414]
ginger-col-2: [1196, 1473, 1500, 1596]
banana-text-2-end: ಕ್ರಿಮಿನಾಶಕಗಳಿಂದ ಬಾಳೆಹಣ್ಣಿನ ಸಿಪ್ಪೆಯನ್ನು ಮಾಡು, ಬಳಕೆ ಮಾಡಬೇಕು. ಒಳ್ಳೆಯ ರೀತಿಯಿಂದ ತೊಳೆದು ಬಳಸಬೇಕು. ಇದರ ಬಗ್ಗೆ ಹೇಳುವುದು. ಬಾಳೆಹಣ್ಣಿನ ಸಿಪ್ಪೆಯಲ್ಲಿ ಹಲವಾರು ಬಗೆಯ ಆರೋಗ್ಯ ಲಾಭಗಳು ಇರುವುದು ನಿಜ.: [322, 1726, 583, 1803]
cholesterol-headline-1: ಈಗಾಗಲೇ ಅಧಿಕ ಕೊಲೆಸ್ಟ್ರಾಲ್ ಸಮಸ್ಯೆ: [48, 399, 380, 430]
banana-headline: ಬಾಳೆಹಣ್ಣಿನ ಸಿಪ್ಪೆ ತಿಂದರೆ ಆರೋಗ್ಯ ಲಾಭಗಳಿವೆ: [48, 1252, 459, 1283]
cholesterol-col-1: [48, 483, 308, 1235]
masthead: [0, 0, 1540, 84]
ginger-image: [1196, 1244, 1500, 1467]
dryfruits-col-1: [600, 430, 830, 1135]
cholesterol-text-1-end: ನಮ್ಮ ರಕ್ತದಲ್ಲಿ ಬೇಡದ ಕೊಲೆಸ್ಟ್ರಾಲ್ ಹೆಚ್ಚಾಗಲು ಉದ್ದಿನಬೇಳೆ ಕೂಡ ಕಾರಣವಾಗುತ್ತದೆ. ಅಧ್ಯಯನಗಳು ಹೇಳುವಂತೆ ಉದ್ದಿನ ಬೇಳೆಯಲ್ಲಿ ಕೊಬ್ಬಿನ ಪ್ರಮಾಣ ಹೆಚ್ಚಾಗಿ ಕಾಣಿಸುತ್ತದೆ. ಇದರ ಸ್ಯಾಚುರೇಟೆಡ್ ಕೊಬ್ಬಿನ ಅಂಶವನ್ನು ಕೂಡ: [48, 1016, 308, 1094]
banana-col-1-top: [48, 1296, 201, 1527]
divider-vertical-main: [589, 97, 591, 2367]
masthead-title: ಪಾಂಡವ: [718, 38, 824, 81]
ginger-text-1: ಪ್ರತಿದಿನ ಬೆಳಗ್ಗೆ ಶುಂಠಿ ಹಾಗೂ ಅರಿಶಿನದ ಜ್ಯೂಸ್ ಕುಡಿಯುವುದರಿಂದ ರೋಗನಿರೋಧಕ ಶಕ್ತಿ, ಜೀರ್ಣಕ್ರಿಯೆ, ಕೀಲು ಆರೋಗ್ಯ, ಮೆದುಳಿನ ಕಾರ್ಯ ಮತ್ತು ಚರ್ಮದ ಕಾಂತಿಯನ್ನು ಸುಧಾರಿಸುತ್ತದೆ. ನಿಮ್ಮ ದೈನಂದಿನ ದಿನಚರಿಯಲ್ಲಿ ಶುಂಠಿ ಮತ್ತು ಅರಿಶಿನ ಶಾಟ್ ಅನ್ನು ಸೇರಿಸಿ ಕುಡಿಯುವುದರಿಂದ ರೋಗನಿರೋಧಕ ಶಕ್ತಿಯನ್ನು ಹೆಚ್ಚಿಸುವುದರಿಂದ ಹಿಡಿದು ಕೀಲುಗಳ ಆರೋಗ್ಯವನ್ನು ಬೆಂಬಲಿಸುವುದು ಮತ್ತು ಚರ್ಮದ ಕಾಂತಿಯನ್ನು ಉತ್ತೇಜಿಸುವವರೆಗೆ ವ್ಯಾಪಕ ಶ್ರೇಣಿಯ ಆರೋಗ್ಯ ಪ್ರಯೋಜನಗಳನ್ನು ಪಡೆಯಬಹುದು. ನೀವು ಹಲವಾರು ಆರೋಗ್ಯ ಪ್ರಯೋಜನಗಳನ್ನು ಬಯಸುತ್ತಿದ್ದರೆ ಸರಳ, ನೈಸರ್ಗಿಕ ಪಾನೀಯವನ್ನು ಹುಡುಕುತ್ತಿದ್ದರೆ, ಶುಂಠಿ ಮತ್ತು ಅರಿಶಿನ ಶಾಟ್ ನಿಮಗೆ ಬೇಕಾಗಿರುವುದು. ಇದು ರೋಗನಿರೋಧಕ ಶಕ್ತಿಯನ್ನು ಹೆಚ್ಚಿಸುತ್ತದೆ.: [959, 1244, 1189, 1533]
cholesterol-sub-dal: ಬೇಳೆಗಳು: [322, 961, 358, 976]
dryfruits-text-2c: ಅಂಜೂರದಲ್ಲಿ ಉತ್ತಮ ಪ್ರಮಾಣದ ನಾರಿನಾಂಶ ಮತ್ತು ಆಂಟಿ ಆಕ್ಸಿಡೆಂಟ್ ಇದೆ. ಇದು ಯಕೃತ್ ನ ಆರೋಗ್ಯಕ್ಕೆ ಹಲವಾರು ಬಗೆಯಿಂದ ಲಾಭ ನೀಡುವುದು. ಇದರಲ್ಲಿ ಇರುವಂತಹ ಪಾಲಿಫಿನಾಲ್ ಗಳು ಯಕೃತ್ ನ ಅಂಗಾಂಶಗಳನ್ನು ಹಾನಿ ಆಗದಂತೆ ರಕ್ಷಿಸುವುದು.: [1273, 384, 1502, 483]
banana-text-2: ನಾರಿನಾಂಶವು ಮತ್ತು ದೇಹಕ್ಕೆ ಬೇಕಾಗುವ ಅತ್ಯಗತ್ಯ ಅಮೈನೋ ಆಮ್ಲಗಳು ಸಿಗುತ್ತವೆ. ಇದರಲ್ಲಿ ಅಧಿಕ ಪ್ರಮಾಣದಲ್ಲಿ ಪೊಟ್ಯಾಶಿಯಂ ಇದೆ. ರಕ್ತದೊತ್ತಡವನ್ನು ನಿಯಂತ್ರಿಸುವುದು ಮತ್ತು ಮೂಳೆಗಳನ್ನು ಬಲಪಡಿಸುವುದು. ಜೀರ್ಣಕ್ರಿಯೆ ಸುಧಾರಣೆ ಆಗುವುದು. ಬಾಳೆಹಣ್ಣಿನ ಸಿಪ್ಪೆಯಲ್ಲಿ ಟ್ರಿಪ್ಟೋಫಾನ್ ಎನ್ನುವ ಅಂಶವಿದೆ ಮತ್ತು ಇದು ಮನಸ್ಥಿತಿ ಸುಧಾರಿಸುವುದು. ಇದರಲ್ಲಿರುವ ನಾರಿನಾಂಶವು ಜೀರ್ಣಕ್ರಿಯೆ ಸುಧಾರಿಸಲು ನೆರವಾಗುವುದು. ಇದು ಹೃದಯದ ಆರೋಗ್ಯಕ್ಕೂ ಒಳ್ಳೆಯದು.: [322, 1533, 583, 1695]
cholesterol-col-2: [322, 483, 583, 1235]
liver-image: [1054, 192, 1272, 414]
